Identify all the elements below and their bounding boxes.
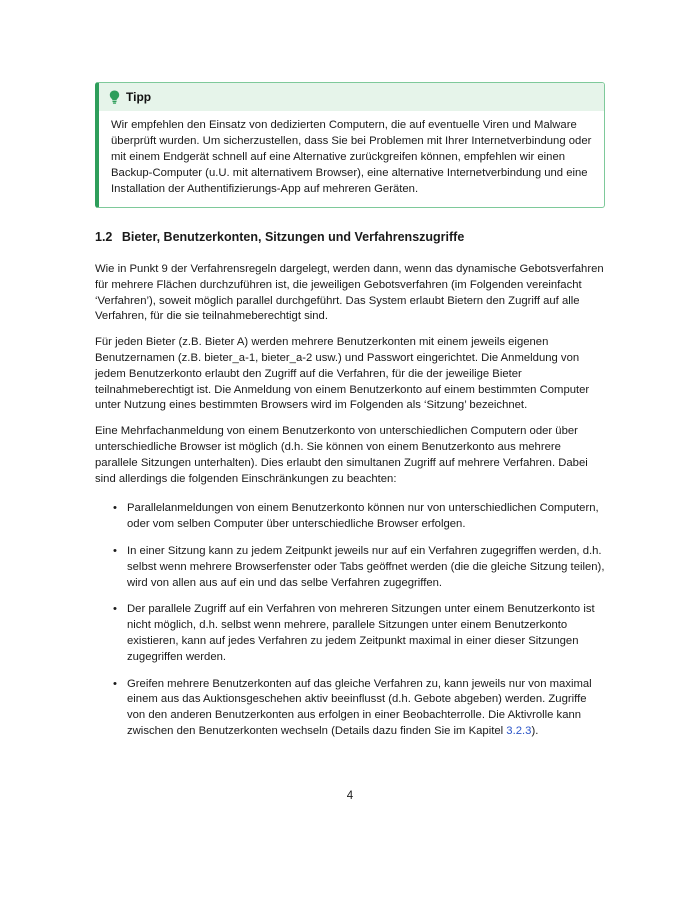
- section-title: Bieter, Benutzerkonten, Sitzungen und Verfahrenszugriffe: [121, 230, 465, 244]
- paragraph: Eine Mehrfachanmeldung von einem Benutzerkonto von unterschiedlichen Computern oder über unterschiedliche Browser ist möglich (d.h. Sie können von einem Benutzerkonto aus mehrere parallele Sitzungen unterhalten). Dies erlaubt den simultanen Zugriff auf mehrere Verfahren. Dabei sind allerdings die folgenden Einschränkungen zu beachten:: [95, 425, 588, 485]
- section-number: 1.2: [95, 230, 113, 244]
- section-heading: [95, 230, 605, 244]
- list-item: • Parallelanmeldungen von einem Benutzerkonto können nur von unterschiedlichen Computern, oder vom selben Computer über unterschiedliche Browser erfolgen.: [113, 502, 599, 531]
- section-content: [95, 262, 605, 751]
- tip-header: [99, 83, 604, 111]
- tip-title: Tipp: [126, 90, 152, 104]
- page: [95, 82, 605, 737]
- restrictions-list: [95, 501, 605, 739]
- chapter-link[interactable]: 3.2.3: [506, 724, 532, 737]
- list-item: • In einer Sitzung kann zu jedem Zeitpunkt jeweils nur auf ein Verfahren zugegriffen werden, d.h. selbst wenn mehrere Browserfenster oder Tabs geöffnet werden (die die gleiche Sitzung teilen), wird von allen aus auf ein und das selbe Verfahren zugegriffen.: [113, 544, 605, 589]
- paragraph: Wie in Punkt 9 der Verfahrensregeln dargelegt, werden dann, wenn das dynamische Gebotsverfahren für mehrere Flächen durchzuführen ist, die jeweiligen Gebotsverfahren (im Folgenden vereinfacht ‘Verfahren’), soweit möglich parallel durchgeführt. Das System erlaubt Bietern den Zugriff auf alle Verfahren, für die sie teilnahmeberechtigt sind.: [95, 263, 604, 323]
- lightbulb-icon: [109, 90, 120, 104]
- paragraph: Für jeden Bieter (z.B. Bieter A) werden mehrere Benutzerkonten mit einem jeweils eigenen Benutzernamen (z.B. bieter_a-1, bieter_a-2 usw.) und Passwort eingerichtet. Die Anmeldung von jedem Benutzerkonto erlaubt den Zugriff auf die Verfahren, für die der jeweilige Bieter teilnahmeberechtigt ist. Die Anmeldung von einem Benutzerkonto auf einem bestimmten Computer unter Nutzung eines bestimmten Browsers wird im Folgenden als ‘Sitzung’ bezeichnet.: [95, 336, 590, 412]
- page-number: 4: [346, 790, 354, 802]
- list-item: • Der parallele Zugriff auf ein Verfahren von mehreren Sitzungen unter einem Benutzerkonto ist nicht möglich, d.h. selbst wenn mehrere, parallele Sitzungen unter einem Benutzerkonto existieren, kann auf jedes Verfahren zu jedem Zeitpunkt maximal in einer dieser Sitzungen zugegriffen werden.: [113, 603, 595, 663]
- tip-text: Wir empfehlen den Einsatz von dedizierten Computern, die auf eventuelle Viren und Malware überprüft wurden. Um sicherzustellen, dass Sie bei Problemen mit Ihrer Internetverbindung oder mit einem Endgerät schnell auf eine Alternative zurückgreifen können, empfehlen wir einen Backup-Computer (u.U. mit alternativem Browser), eine alternative Internetverbindung und eine Installation der Authentifizierungs-App auf mehreren Geräten.: [111, 119, 592, 195]
- list-item: • Greifen mehrere Benutzerkonten auf das gleiche Verfahren zu, kann jeweils nur von maximal einem aus das Auktionsgeschehen aktiv beeinflusst (d.h. Gebote abgeben) werden. Zugriffe von den anderen Benutzerkonten aus erfolgen in einer Beobachterrolle. Die Aktivrolle kann zwischen den Benutzerkonten wechseln (Details dazu finden Sie im Kapitel 3.2.3).: [113, 677, 592, 737]
- tip-box: [95, 82, 605, 208]
